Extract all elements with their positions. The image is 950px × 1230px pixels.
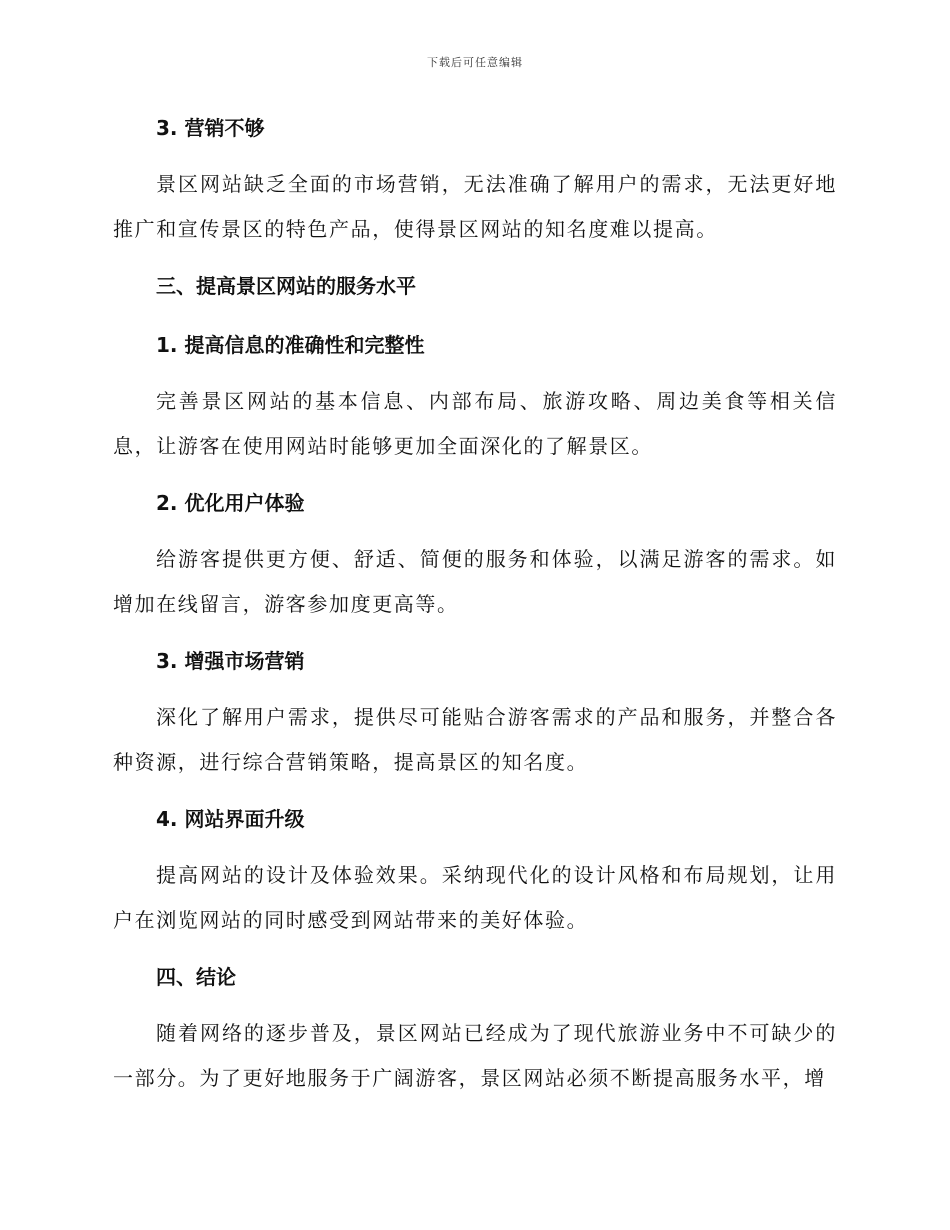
paragraph-accuracy: 完善景区网站的基本信息、内部布局、旅游攻略、周边美食等相关信息，让游客在使用网站时能够更加全面深化的了解景区。 [113,389,837,458]
section-heading-accuracy: 1. 提高信息的准确性和完整性 [156,333,425,357]
section-heading-user-experience: 2. 优化用户体验 [156,491,305,515]
section-heading-marketing-lack: 3. 营销不够 [156,116,265,140]
section-heading-marketing: 3. 增强市场营销 [156,649,305,673]
page-header: 下载后可任意编辑 [427,56,523,69]
document-body [113,108,837,1101]
paragraph-marketing: 深化了解用户需求，提供尽可能贴合游客需求的产品和服务，并整合各种资源，进行综合营销策略，提高景区的知名度。 [113,705,837,774]
paragraph-conclusion: 随着网络的逐步普及，景区网站已经成为了现代旅游业务中不可缺少的一部分。为了更好地服务于广阔游客，景区网站必须不断提高服务水平，增 [113,1021,837,1090]
section-heading-interface-upgrade: 4. 网站界面升级 [156,807,305,831]
chapter-heading-conclusion: 四、结论 [156,965,236,989]
chapter-heading-improve-service: 三、提高景区网站的服务水平 [156,274,416,298]
paragraph-marketing-lack: 景区网站缺乏全面的市场营销，无法准确了解用户的需求，无法更好地推广和宣传景区的特色产品，使得景区网站的知名度难以提高。 [113,172,837,241]
paragraph-interface-upgrade: 提高网站的设计及体验效果。采纳现代化的设计风格和布局规划，让用户在浏览网站的同时感受到网站带来的美好体验。 [113,863,837,932]
paragraph-user-experience: 给游客提供更方便、舒适、简便的服务和体验，以满足游客的需求。如增加在线留言，游客参加度更高等。 [113,547,837,616]
